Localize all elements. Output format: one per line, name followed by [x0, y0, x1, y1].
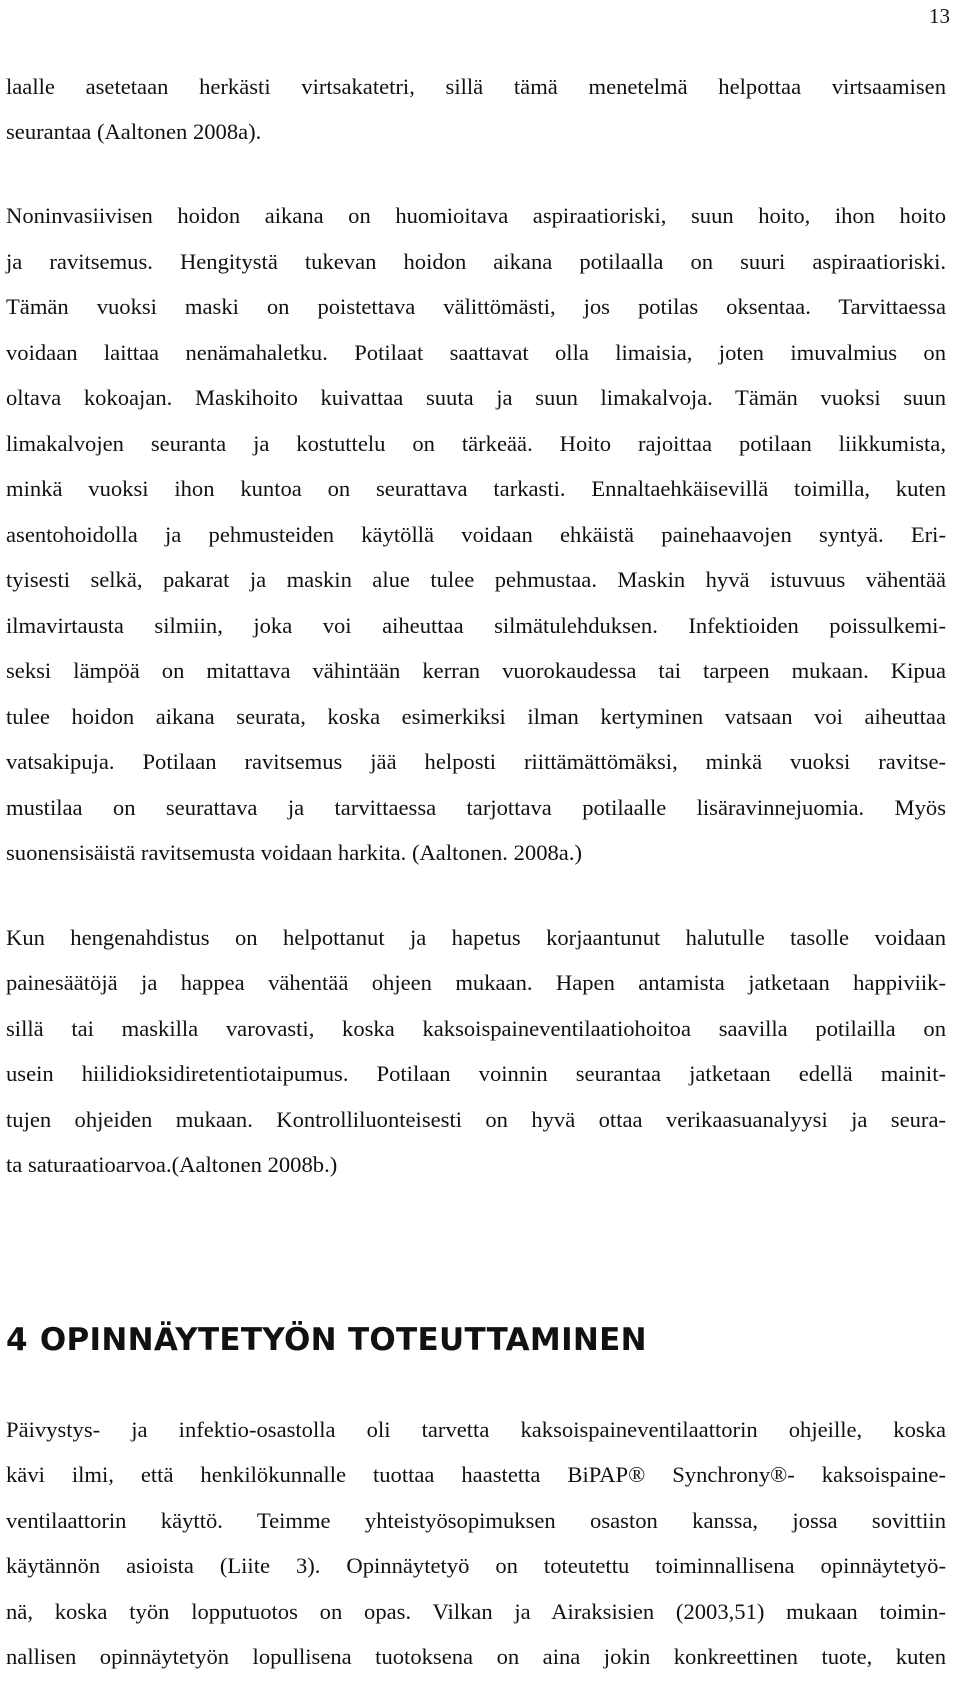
- text-line: Päivystys- ja infektio-osastolla oli tarvetta kaksoispaineventilaattorin ohjeille, koska: [6, 1417, 946, 1442]
- text-line: nallisen opinnäytetyön lopullisena tuotoksena on aina jokin konkreettinen tuote, kuten: [6, 1644, 946, 1669]
- text-line: asentohoidolla ja pehmusteiden käytöllä voidaan ehkäistä painehaavojen syntyä. Eri-: [6, 522, 946, 547]
- text-line: tyisesti selkä, pakarat ja maskin alue tulee pehmustaa. Maskin hyvä istuvuus vähentää: [6, 567, 946, 592]
- text-line: ta saturaatioarvoa.(Aaltonen 2008b.): [6, 1152, 338, 1177]
- section-heading: [6, 1320, 647, 1360]
- text-line: Kun hengenahdistus on helpottanut ja hapetus korjaantunut halutulle tasolle voidaan: [6, 925, 946, 950]
- text-line: tujen ohjeiden mukaan. Kontrolliluonteisesti on hyvä ottaa verikaasuanalyysi ja seura-: [6, 1107, 946, 1132]
- text-line: käytännön asioista (Liite 3). Opinnäytetyö on toteutettu toiminnallisena opinnäytetyö-: [6, 1553, 946, 1578]
- text-line: limakalvojen seuranta ja kostuttelu on tärkeää. Hoito rajoittaa potilaan liikkumista,: [6, 431, 946, 456]
- text-line: ventilaattorin käyttö. Teimme yhteistyösopimuksen osaston kanssa, jossa sovittiin: [6, 1508, 946, 1533]
- section-title: OPINNÄYTETYÖN TOTEUTTAMINEN: [39, 1322, 647, 1358]
- text-line: Tämän vuoksi maski on poistettava välittömästi, jos potilas oksentaa. Tarvittaessa: [6, 294, 946, 319]
- text-line: voidaan laittaa nenämahaletku. Potilaat saattavat olla limaisia, joten imuvalmius on: [6, 340, 946, 365]
- text-line: minkä vuoksi ihon kuntoa on seurattava tarkasti. Ennaltaehkäisevillä toimilla, kuten: [6, 476, 946, 501]
- text-line: ja ravitsemus. Hengitystä tukevan hoidon aikana potilaalla on suuri aspiraatioriski.: [6, 249, 946, 274]
- text-line: vatsakipuja. Potilaan ravitsemus jää helposti riittämättömäksi, minkä vuoksi ravitse-: [6, 749, 946, 774]
- text-line: laalle asetetaan herkästi virtsakatetri, sillä tämä menetelmä helpottaa virtsaamisen: [6, 74, 946, 99]
- section-number: 4: [6, 1322, 28, 1358]
- text-line: nä, koska työn lopputuotos on opas. Vilkan ja Airaksisien (2003,51) mukaan toimin-: [6, 1599, 946, 1624]
- text-line: sillä tai maskilla varovasti, koska kaksoispaineventilaatiohoitoa saavilla potilailla on: [6, 1016, 946, 1041]
- text-line: suonensisäistä ravitsemusta voidaan harkita. (Aaltonen. 2008a.): [6, 840, 582, 865]
- text-line: mustilaa on seurattava ja tarvittaessa tarjottava potilaalle lisäravinnejuomia. Myös: [6, 795, 946, 820]
- text-line: oltava kokoajan. Maskihoito kuivattaa suuta ja suun limakalvoja. Tämän vuoksi suun: [6, 385, 946, 410]
- text-line: usein hiilidioksidiretentiotaipumus. Potilaan voinnin seurantaa jatketaan edellä mainit-: [6, 1061, 946, 1086]
- text-line: tulee hoidon aikana seurata, koska esimerkiksi ilman kertyminen vatsaan voi aiheuttaa: [6, 704, 946, 729]
- text-line: seksi lämpöä on mitattava vähintään kerran vuorokaudessa tai tarpeen mukaan. Kipua: [6, 658, 946, 683]
- text-line: ilmavirtausta silmiin, joka voi aiheuttaa silmätulehduksen. Infektioiden poissulkemi-: [6, 613, 946, 638]
- text-line: Noninvasiivisen hoidon aikana on huomioitava aspiraatioriski, suun hoito, ihon hoito: [6, 203, 946, 228]
- text-line: painesäätöjä ja happea vähentää ohjeen mukaan. Hapen antamista jatketaan happiviik-: [6, 970, 946, 995]
- text-line: seurantaa (Aaltonen 2008a).: [6, 119, 262, 144]
- page-number: 13: [929, 4, 950, 28]
- text-line: kävi ilmi, että henkilökunnalle tuottaa haastetta BiPAP® Synchrony®- kaksoispaine-: [6, 1462, 946, 1487]
